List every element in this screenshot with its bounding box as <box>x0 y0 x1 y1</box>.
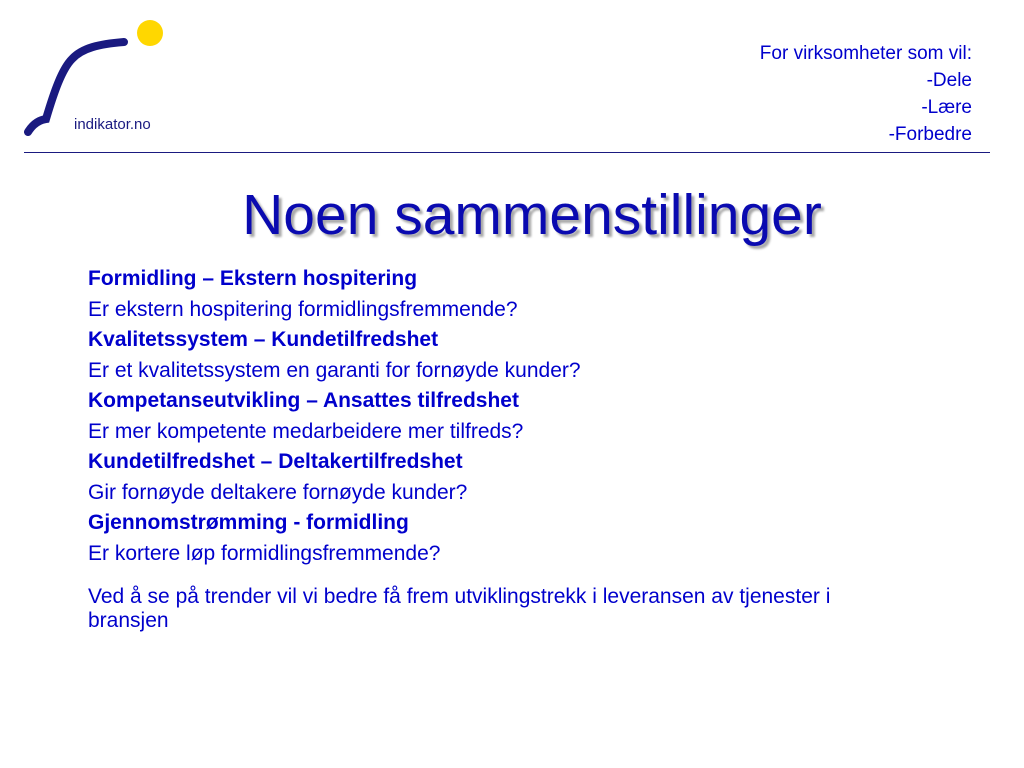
item-question: Er mer kompetente medarbeidere mer tilfreds? <box>88 420 524 443</box>
content-body <box>88 264 968 633</box>
conclusion-text: Ved å se på trender vil vi bedre få frem utviklingstrekk i leveransen av tjenester i bransjen <box>88 585 831 632</box>
item-question: Er ekstern hospitering formidlingsfremmende? <box>88 298 518 321</box>
item-heading: Kundetilfredshet – Deltakertilfredshet <box>88 450 463 473</box>
item-question: Gir fornøyde deltakere fornøyde kunder? <box>88 481 468 504</box>
item-heading: Gjennomstrømming - formidling <box>88 511 409 534</box>
page-title: Noen sammenstillinger <box>242 183 822 247</box>
logo <box>24 14 174 139</box>
tagline-item: -Lære <box>921 97 972 118</box>
item-heading: Kompetanseutvikling – Ansattes tilfredshet <box>88 389 519 412</box>
item-heading: Kvalitetssystem – Kundetilfredshet <box>88 328 439 351</box>
tagline-item: -Dele <box>926 70 972 91</box>
item-heading: Formidling – Ekstern hospitering <box>88 267 418 290</box>
item-question: Er kortere løp formidlingsfremmende? <box>88 542 441 565</box>
item-question: Er et kvalitetssystem en garanti for fornøyde kunder? <box>88 359 581 382</box>
tagline-lead: For virksomheter som vil: <box>759 43 972 64</box>
tagline <box>760 40 972 148</box>
header-divider <box>24 152 990 153</box>
logo-text: indikator.no <box>74 116 151 133</box>
sun-icon <box>137 20 163 46</box>
tagline-item: -Forbedre <box>888 124 972 145</box>
